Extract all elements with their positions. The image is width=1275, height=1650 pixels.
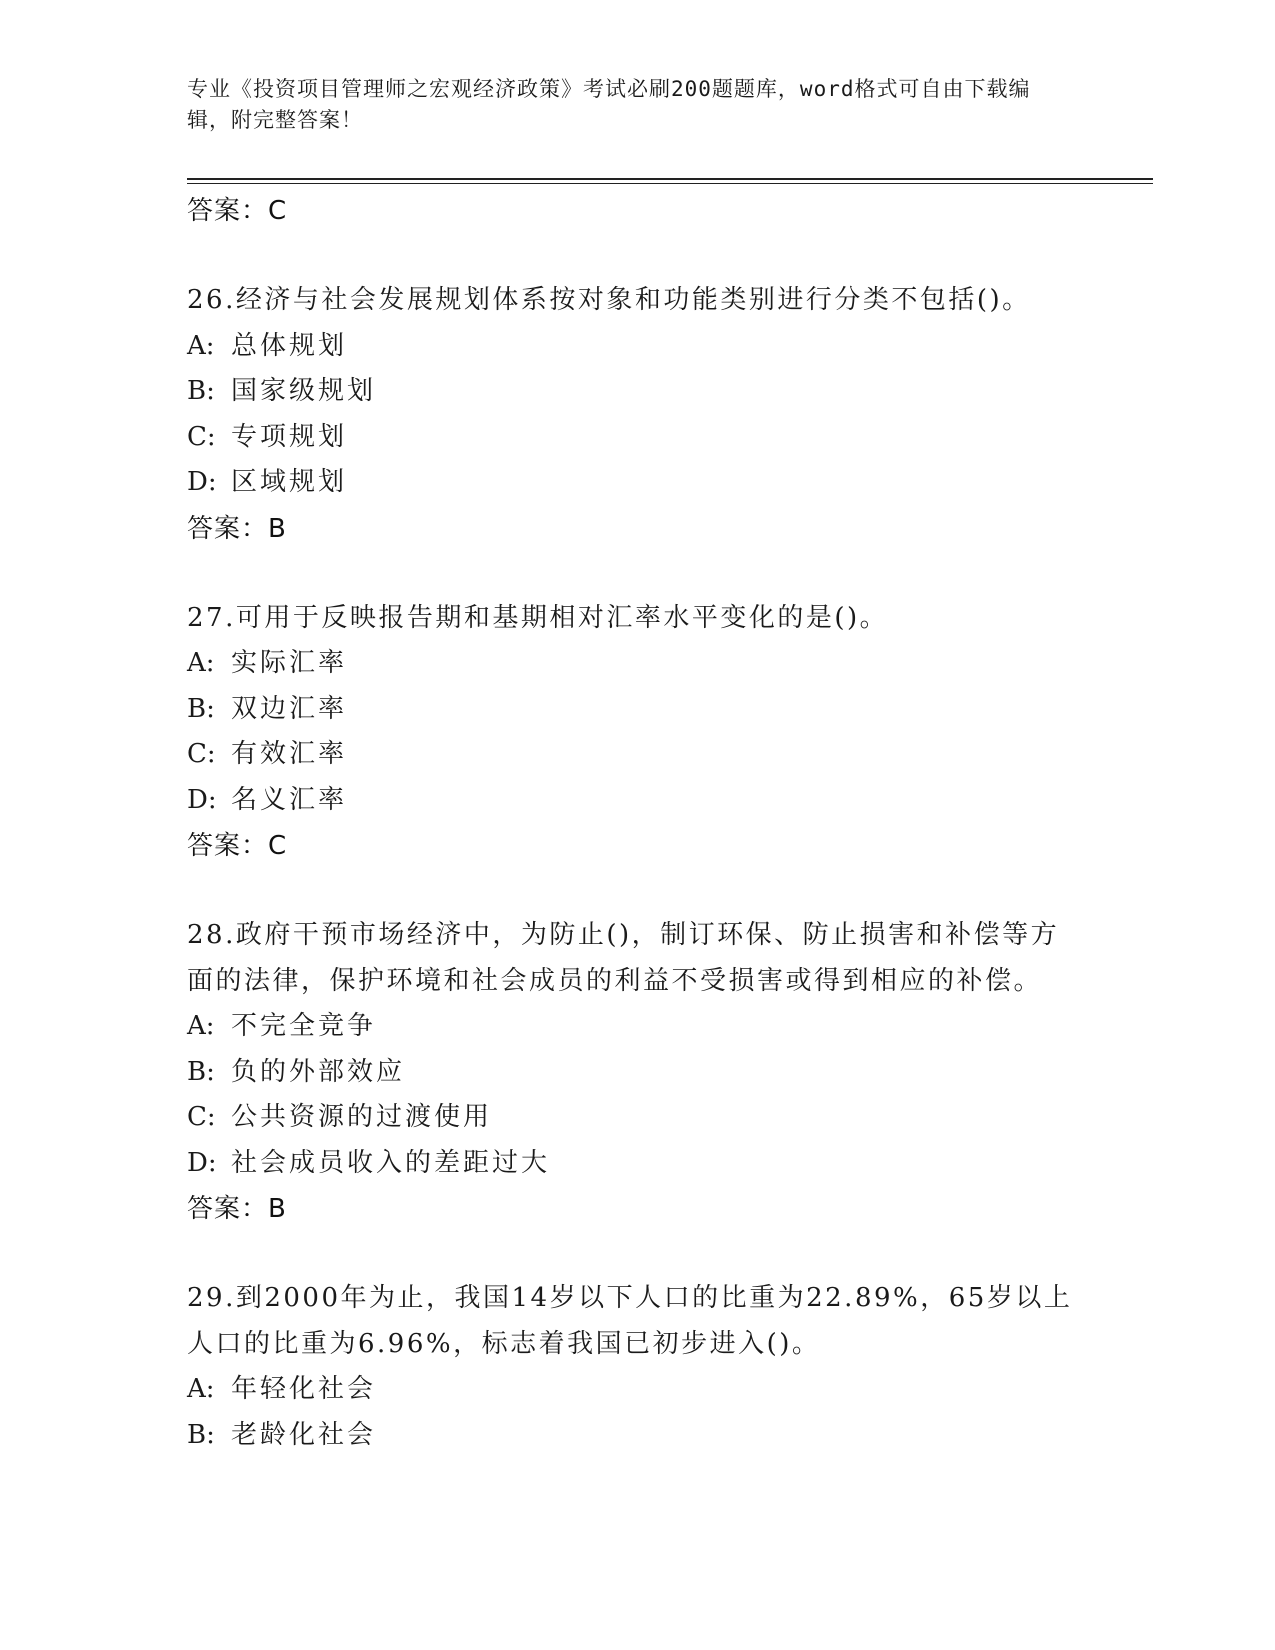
header-divider-thin [187,183,1153,184]
question-28 [187,913,1087,1232]
option-key: B: [187,376,215,406]
option-c [187,732,1087,778]
option-key: D: [187,467,217,497]
option-text: 区域规划 [231,467,348,497]
option-key: D: [187,1147,217,1178]
option-text: 总体规划 [231,330,348,361]
option-text: 名义汇率 [231,784,348,815]
answer-line: 答案：B [187,513,287,544]
header-note: 专业《投资项目管理师之宏观经济政策》考试必刷200题题库，word格式可自由下载编辑，附完整答案！ [187,77,1031,132]
option-key: A: [187,1011,215,1041]
option-text: 国家级规划 [231,376,377,406]
option-key: B: [187,1056,215,1087]
question-stem: 28.政府干预市场经济中，为防止()，制订环保、防止损害和补偿等方面的法律，保护环境和社会成员的利益不受损害或得到相应的补偿。 [187,920,1060,996]
option-key: C: [187,421,216,452]
option-key: A: [187,330,215,361]
option-text: 有效汇率 [231,739,348,769]
option-d [187,460,1087,506]
option-b [187,1413,1087,1459]
option-key: D: [187,784,217,815]
answer-line: 答案：B [187,1194,287,1224]
option-key: C: [187,1102,216,1132]
answer-line: 答案：C [187,831,288,861]
option-c [187,1095,1087,1141]
question-stem: 26.经济与社会发展规划体系按对象和功能类别进行分类不包括()。 [187,285,1031,315]
option-text: 双边汇率 [231,693,348,724]
option-key: C: [187,739,216,769]
option-text: 公共资源的过渡使用 [231,1102,493,1132]
option-key: B: [187,1419,215,1450]
option-key: A: [187,1374,215,1404]
option-a [187,1367,1087,1413]
question-stem: 29.到2000年为止，我国14岁以下人口的比重为22.89%，65岁以上人口的比重为6.96%，标志着我国已初步进入()。 [187,1283,1073,1359]
option-key: A: [187,648,215,678]
option-d [187,778,1087,824]
option-text: 专项规划 [231,421,348,452]
question-27 [187,596,1087,870]
header-divider-thick [187,178,1153,180]
option-a [187,1004,1087,1050]
answer-line: 答案：C [187,196,288,226]
option-key: B: [187,693,215,724]
question-stem: 27.可用于反映报告期和基期相对汇率水平变化的是()。 [187,602,889,633]
option-c [187,415,1087,461]
option-text: 负的外部效应 [231,1056,406,1087]
option-b [187,1050,1087,1096]
option-a [187,641,1087,687]
question-29 [187,1276,1087,1458]
option-a [187,324,1087,370]
option-b [187,687,1087,733]
option-text: 年轻化社会 [231,1374,377,1404]
option-d [187,1141,1087,1187]
question-list [187,188,1087,1458]
option-b [187,369,1087,415]
option-text: 老龄化社会 [231,1419,377,1450]
option-text: 社会成员收入的差距过大 [231,1147,551,1178]
option-text: 实际汇率 [231,648,348,678]
option-text: 不完全竞争 [231,1011,377,1041]
question-26 [187,278,1087,552]
